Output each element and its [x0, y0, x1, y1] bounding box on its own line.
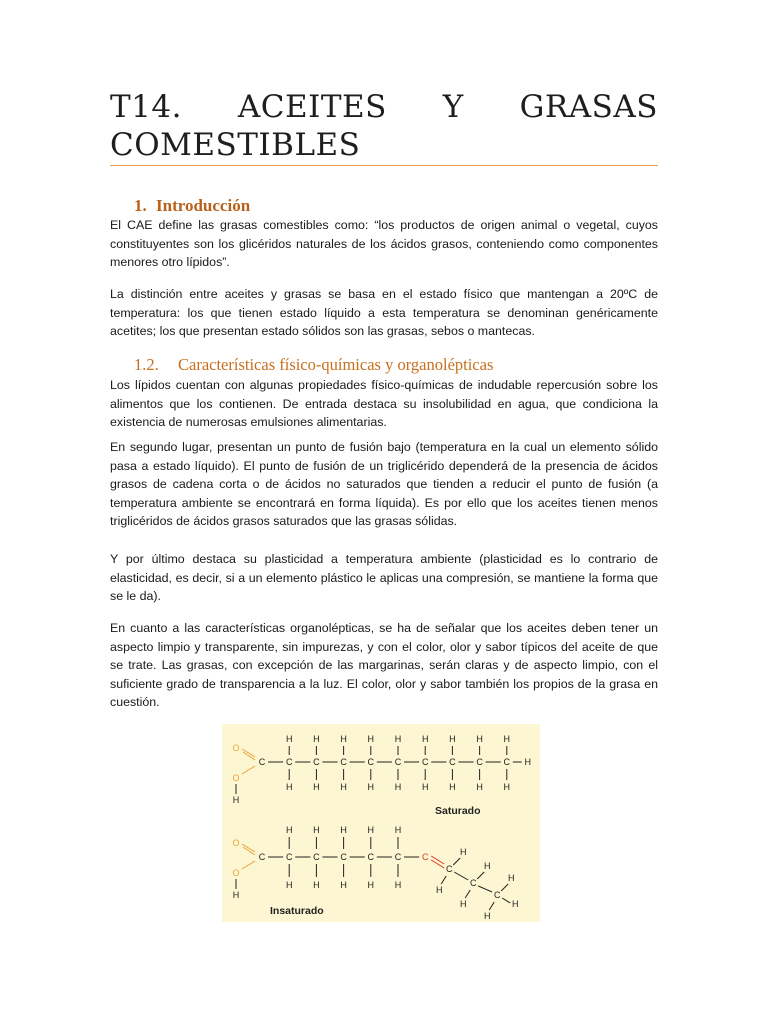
carbon-atom: C: [394, 852, 402, 862]
single-bond: [242, 861, 255, 869]
hydrogen-atom: H: [435, 885, 443, 895]
hydrogen-atom: H: [285, 825, 293, 835]
single-bond: [502, 898, 510, 903]
paragraph: En cuanto a las características organolépticas, se ha de señalar que los aceites deben tener un aspecto limpio y transparente, sin impurezas, y con el color, olor y sabor típicos del aceite de que se trate. Las grasas, con excepción de las margarinas, serán claras y de aspecto limpio, con el suficiente grado de transparencia a la luz. El color, olor y sabor también los propios de la grasa en cuestión.: [110, 621, 658, 710]
fatty-acid-diagram: [222, 724, 540, 922]
oxygen-atom: O: [232, 773, 240, 783]
single-bond: [454, 872, 468, 880]
hydrogen-atom: H: [313, 880, 320, 890]
hydrogen-atom: H: [503, 734, 511, 744]
hydrogen-atom: H: [476, 734, 483, 744]
carbon-atom: C: [258, 852, 266, 862]
section-number: 1.: [134, 196, 147, 215]
saturated-label: Saturado: [435, 805, 481, 817]
hydrogen-atom: H: [483, 861, 491, 871]
hydrogen-atom: H: [524, 757, 532, 767]
unsaturated-label: Insaturado: [270, 905, 324, 917]
single-bond: [242, 766, 255, 774]
carbon-atom: C: [421, 852, 429, 862]
hydrogen-atom: H: [313, 734, 320, 744]
oxygen-atom: O: [232, 868, 240, 878]
carbon-atom: C: [285, 757, 293, 767]
hydrogen-atom: H: [232, 795, 240, 805]
carbon-atom: C: [476, 757, 483, 767]
hydrogen-atom: H: [340, 734, 347, 744]
hydrogen-atom: H: [394, 825, 402, 835]
carbon-atom: C: [503, 757, 511, 767]
carbon-atom: C: [340, 852, 347, 862]
oxygen-atom: O: [232, 838, 240, 848]
single-bond: [478, 886, 492, 892]
document-title: T14. ACEITES Y GRASAS: [110, 89, 658, 125]
carbon-atom: C: [445, 864, 453, 874]
carbon-atom: C: [421, 757, 429, 767]
paragraph: Y por último destaca su plasticidad a temperatura ambiente (plasticidad es lo contrario de elasticidad, es decir, si a un elemento plástico le aplicas una compresión, se mantiene la forma que se le da).: [110, 552, 658, 604]
carbon-atom: C: [394, 757, 402, 767]
subsection-number: 1.2.: [134, 355, 159, 374]
hydrogen-atom: H: [285, 782, 293, 792]
hydrogen-atom: H: [476, 782, 483, 792]
carbon-atom: C: [313, 852, 320, 862]
hydrogen-atom: H: [511, 899, 519, 909]
hydrogen-atom: H: [367, 782, 375, 792]
hydrogen-atom: H: [232, 890, 240, 900]
single-bond: [465, 890, 470, 898]
carbon-atom: C: [367, 757, 375, 767]
hydrogen-atom: H: [394, 782, 402, 792]
single-bond: [453, 858, 460, 865]
hydrogen-atom: H: [340, 825, 347, 835]
hydrogen-atom: H: [313, 782, 320, 792]
carbon-atom: C: [469, 878, 477, 888]
hydrogen-atom: H: [394, 880, 402, 890]
hydrogen-atom: H: [367, 880, 375, 890]
subsection-heading-caracteristicas: [134, 355, 493, 375]
carbon-atom: C: [340, 757, 347, 767]
double-bond: [431, 860, 444, 868]
section-title: Introducción: [156, 196, 251, 215]
single-bond: [477, 872, 484, 879]
carbon-atom: C: [258, 757, 266, 767]
single-bond: [501, 884, 508, 891]
single-bond: [489, 902, 494, 910]
hydrogen-atom: H: [459, 899, 467, 909]
paragraph: La distinción entre aceites y grasas se basa en el estado físico que mantengan a 20ºC de temperatura: los que tienen estado líquido a esta temperatura se denominan genéricamente acetites; los que presentan estado sólidos son las grasas, sebos o mantecas.: [110, 287, 658, 339]
carbon-atom: C: [449, 757, 456, 767]
hydrogen-atom: H: [367, 825, 375, 835]
hydrogen-atom: H: [421, 782, 429, 792]
single-bond: [441, 876, 446, 884]
paragraph: El CAE define las grasas comestibles como: “los productos de origen animal o vegetal, cuyos constituyentes son los glicéridos naturales de los ácidos grasos, conteniendo como componentes menores otro lípidos”.: [110, 218, 658, 270]
carbon-atom: C: [367, 852, 375, 862]
hydrogen-atom: H: [459, 847, 467, 857]
section-heading-introduccion: [134, 196, 250, 216]
document-title-line2: COMESTIBLES: [110, 127, 361, 163]
hydrogen-atom: H: [285, 734, 293, 744]
hydrogen-atom: H: [340, 880, 347, 890]
hydrogen-atom: H: [503, 782, 511, 792]
carbon-atom: C: [493, 890, 501, 900]
hydrogen-atom: H: [507, 873, 515, 883]
hydrogen-atom: H: [449, 782, 456, 792]
hydrogen-atom: H: [313, 825, 320, 835]
hydrogen-atom: H: [449, 734, 456, 744]
hydrogen-atom: H: [394, 734, 402, 744]
carbon-atom: C: [285, 852, 293, 862]
hydrogen-atom: H: [421, 734, 429, 744]
hydrogen-atom: H: [340, 782, 347, 792]
oxygen-atom: O: [232, 743, 240, 753]
paragraph: Los lípidos cuentan con algunas propiedades físico-químicas de indudable repercusión sobre los alimentos que los contienen. De entrada destaca su insolubilidad en agua, que condiciona la existencia de numerosas emulsiones alimentarias.: [110, 378, 658, 430]
subsection-title: Características físico-químicas y organolépticas: [178, 355, 494, 374]
hydrogen-atom: H: [285, 880, 293, 890]
double-bond: [431, 856, 444, 864]
carbon-atom: C: [313, 757, 320, 767]
hydrogen-atom: H: [367, 734, 375, 744]
hydrogen-atom: H: [483, 911, 491, 921]
title-underline: [110, 165, 658, 166]
paragraph: En segundo lugar, presentan un punto de fusión bajo (temperatura en la cual un elemento sólido pasa a estado líquido). El punto de fusión de un triglicérido dependerá de la presencia de ácidos grasos de cadena corta o de ácidos no saturados que tienden a reducir el punto de fusión (a temperatura ambiente se encontrará en forma líquida). Es por ello que los aceites tienen menos triglicéridos de ácidos grasos saturados que las grasas sólidas.: [110, 440, 658, 529]
fatty-acid-figure: [222, 724, 540, 922]
